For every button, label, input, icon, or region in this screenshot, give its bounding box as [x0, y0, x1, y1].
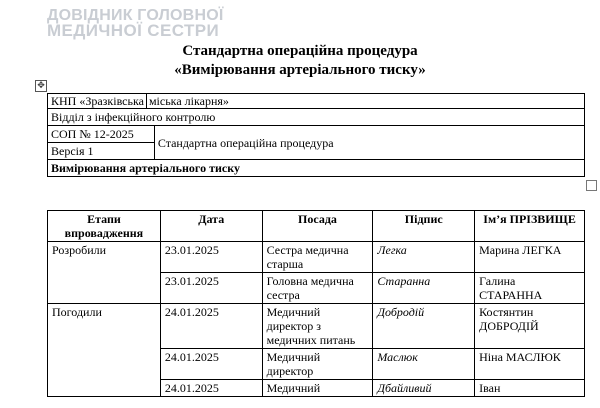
document-subtitle: «Вимірювання артеріального тиску»	[174, 62, 426, 78]
position-cell[interactable]: Сестра медична старша	[262, 242, 373, 273]
position-cell[interactable]: Медичний директор	[262, 349, 373, 380]
signature-cell[interactable]: Маслюк	[373, 349, 475, 380]
header-position[interactable]: Посада	[262, 211, 373, 242]
cell-divider	[146, 94, 147, 108]
logo-line-2: МЕДИЧНОЇ СЕСТРИ	[47, 21, 220, 40]
stage-cell[interactable]: Розробили	[48, 242, 161, 304]
header-signature[interactable]: Підпис	[373, 211, 475, 242]
logo	[47, 8, 223, 38]
signature-cell[interactable]: Дбайливий	[373, 380, 475, 397]
approval-table	[47, 210, 585, 397]
table-row	[48, 109, 585, 126]
signature-cell[interactable]: Добродій	[373, 304, 475, 349]
table-row	[48, 126, 585, 143]
doc-type-cell[interactable]: Стандартна операційна процедура	[154, 126, 584, 160]
logo-line-1: ДОВІДНИК ГОЛОВНОЇ	[47, 7, 224, 24]
organization-name-part2: міська лікарня»	[148, 94, 229, 108]
signature-cell[interactable]: Легка	[373, 242, 475, 273]
document-title: Стандартна операційна процедура	[182, 43, 418, 59]
date-cell[interactable]: 24.01.2025	[160, 304, 262, 349]
header-stage[interactable]: Етапи впровадження	[48, 211, 161, 242]
table-move-handle-icon[interactable]: ✥	[35, 80, 47, 92]
table-row	[48, 242, 585, 273]
date-cell[interactable]: 24.01.2025	[160, 380, 262, 397]
doc-name-cell[interactable]: Вимірювання артеріального тиску	[48, 160, 585, 177]
position-cell[interactable]: Медичний директор з медичних питань	[262, 304, 373, 349]
header-table	[47, 93, 585, 177]
name-cell[interactable]: Галина СТАРАННА	[475, 273, 585, 304]
table-row	[48, 94, 585, 109]
organization-cell[interactable]	[48, 94, 585, 109]
version-cell[interactable]: Версія 1	[48, 143, 155, 160]
name-cell[interactable]: Іван	[475, 380, 585, 397]
date-cell[interactable]: 23.01.2025	[160, 242, 262, 273]
name-cell[interactable]: Костянтин ДОБРОДІЙ	[475, 304, 585, 349]
organization-name-part1: КНП «Зразківська	[51, 94, 144, 108]
header-date[interactable]: Дата	[160, 211, 262, 242]
name-cell[interactable]: Марина ЛЕГКА	[475, 242, 585, 273]
table-resize-handle[interactable]	[586, 180, 597, 191]
date-cell[interactable]: 24.01.2025	[160, 349, 262, 380]
position-cell[interactable]: Медичний	[262, 380, 373, 397]
name-cell[interactable]: Ніна МАСЛЮК	[475, 349, 585, 380]
table-row	[48, 160, 585, 177]
position-cell[interactable]: Головна медична сестра	[262, 273, 373, 304]
signature-cell[interactable]: Старанна	[373, 273, 475, 304]
department-cell[interactable]: Відділ з інфекційного контролю	[48, 109, 585, 126]
table-header-row	[48, 211, 585, 242]
table-row	[48, 304, 585, 349]
header-name[interactable]: Ім’я ПРІЗВИЩЕ	[475, 211, 585, 242]
date-cell[interactable]: 23.01.2025	[160, 273, 262, 304]
stage-cell[interactable]: Погодили	[48, 304, 161, 397]
sop-number-cell[interactable]: СОП № 12-2025	[48, 126, 155, 143]
